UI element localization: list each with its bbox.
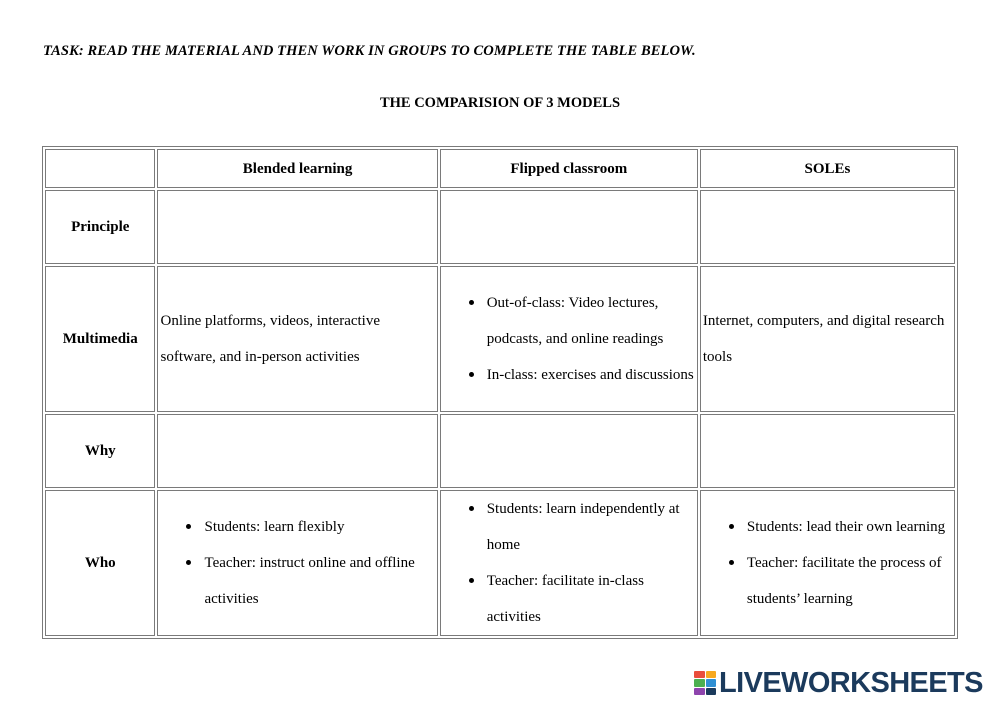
principle-flipped-answer-cell[interactable]	[440, 190, 698, 264]
list-item: Teacher: facilitate the process of students’ learning	[729, 545, 952, 617]
row-label-why: Why	[45, 414, 155, 488]
list-item: Teacher: instruct online and offline activities	[186, 545, 434, 617]
principle-soles-answer-cell[interactable]	[700, 190, 955, 264]
who-flipped-cell	[440, 490, 698, 636]
row-label-who: Who	[45, 490, 155, 636]
header-blended-learning: Blended learning	[157, 149, 437, 188]
logo-text: LIVEWORKSHEETS	[719, 667, 983, 699]
header-soles: SOLEs	[700, 149, 955, 188]
table-header-row	[45, 149, 955, 188]
task-instruction: TASK: READ THE MATERIAL AND THEN WORK IN GROUPS TO COMPLETE THE TABLE BELOW.	[43, 43, 696, 59]
page-title: THE COMPARISION OF 3 MODELS	[379, 95, 621, 111]
multimedia-blended-cell: Online platforms, videos, interactive software, and in-person activities	[157, 266, 437, 412]
why-blended-answer-cell[interactable]	[157, 414, 437, 488]
table-row-why	[45, 414, 955, 488]
table-row-principle	[45, 190, 955, 264]
multimedia-soles-cell: Internet, computers, and digital research tools	[700, 266, 955, 412]
why-soles-answer-cell[interactable]	[700, 414, 955, 488]
table-row-who	[45, 490, 955, 636]
liveworksheets-badge-icon	[694, 671, 716, 695]
list-item: Students: lead their own learning	[729, 509, 952, 545]
list-item: Teacher: facilitate in-class activities	[469, 563, 695, 635]
principle-blended-answer-cell[interactable]	[157, 190, 437, 264]
row-label-multimedia: Multimedia	[45, 266, 155, 412]
why-flipped-answer-cell[interactable]	[440, 414, 698, 488]
table-row-multimedia	[45, 266, 955, 412]
comparison-table	[42, 146, 958, 639]
multimedia-flipped-cell	[440, 266, 698, 412]
list-item: Students: learn independently at home	[469, 491, 695, 563]
liveworksheets-logo[interactable]	[694, 668, 983, 698]
header-flipped-classroom: Flipped classroom	[440, 149, 698, 188]
row-label-principle: Principle	[45, 190, 155, 264]
header-cell-empty	[45, 149, 155, 188]
list-item: In-class: exercises and discussions	[469, 357, 695, 393]
list-item: Students: learn flexibly	[186, 509, 434, 545]
who-blended-cell	[157, 490, 437, 636]
list-item: Out-of-class: Video lectures, podcasts, and online readings	[469, 285, 695, 357]
who-soles-cell	[700, 490, 955, 636]
